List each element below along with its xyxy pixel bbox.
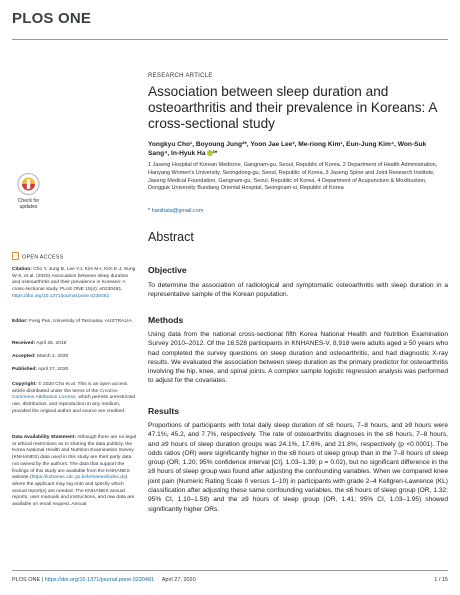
corresponding-email xyxy=(148,208,203,214)
license-link[interactable]: Creative Commons Attribution License xyxy=(12,388,118,401)
article-title: Association between sleep duration and osteoarthritis and their prevalence in Koreans: A cross-sectional study xyxy=(148,84,437,131)
email-link[interactable]: hanihata@gmail.com xyxy=(151,208,204,214)
citation-block xyxy=(12,267,137,301)
affiliations: 1 Jaseng Hospital of Korean Medicine, Gangnam-gu, Seoul, Republic of Korea, 2 Department of Health Administration, Hanyang Women's University, Seongdong-gu, Seoul, Republic of Korea, 3 Jaseng Spine and Joint Research Institute, Jaseng Medical Foundation, Gangnam-gu, Seoul, Republic of Korea, 4 Department of Acupuncture & Moxibustion, Dongguk University Bundang Oriental Hospital, Seongnam-si, Republic of Korea xyxy=(148,162,438,192)
open-lock-icon xyxy=(12,252,19,260)
article-type: RESEARCH ARTICLE xyxy=(148,73,213,79)
data-availability-label: Data Availability Statement: xyxy=(12,435,77,440)
footer-divider xyxy=(12,570,448,571)
logo-one: ONE xyxy=(58,10,92,27)
received-label: Received: xyxy=(12,341,36,346)
footer-journal: PLOS ONE | xyxy=(12,577,45,583)
logo-plos: PLOS xyxy=(12,10,54,27)
published-text: April 27, 2020 xyxy=(37,367,69,372)
editor-label: Editor: xyxy=(12,319,28,324)
received-text: April 28, 2019 xyxy=(35,341,67,346)
abstract-heading: Abstract xyxy=(148,230,194,244)
check-for-updates-icon xyxy=(13,172,44,217)
authors-text: Yongkyu Cho¹, Boyoung Jung²*, Yoon Jae Lee³, Me-riong Kim¹, Eun-Jung Kim⁴, Won-Suk Sang⁴, In-Hyuk Ha xyxy=(148,141,427,157)
citation-text: Cho Y, Jung B, Lee YJ, Kim M-r, Kim E-J, Sung W-S, et al. (2020) Association between sleep duration and osteoarthritis and their prevalence in Koreans: A cross-sectional study. PLoS ONE 15(4): e0230481. xyxy=(12,267,136,293)
check-for-updates-badge[interactable] xyxy=(13,172,44,217)
badge-line1: Check for xyxy=(17,198,40,204)
email-prefix: * xyxy=(148,208,152,214)
results-heading: Results xyxy=(148,406,180,416)
editor-block xyxy=(12,319,137,326)
editor-text: Feng Pan, University of Tasmania, AUSTRALIA xyxy=(27,319,132,324)
objective-heading: Objective xyxy=(148,265,187,275)
journal-logo xyxy=(12,10,91,27)
accepted-label: Accepted: xyxy=(12,354,36,359)
author-list xyxy=(148,140,448,158)
footer-doi-link[interactable]: https://doi.org/10.1371/journal.pone.0230481 xyxy=(44,577,155,583)
header-divider xyxy=(12,39,448,40)
page-footer xyxy=(12,577,196,583)
footer-date: April 27, 2020 xyxy=(161,577,196,583)
copyright-label: Copyright: xyxy=(12,382,37,387)
copyright-text: © 2020 Cho et al. This is an open access article distributed under the terms of the xyxy=(12,382,128,394)
data-availability-text: Although there are no legal or ethical restrictions as to sharing the data publicly, the Korea National Health and Nutrition Examination Survey (KNHANES) data used in this study are third party data not owned by the authors. The data that support the findings of this study are available from the KNHANES website ( xyxy=(12,435,136,481)
page-number: 1 / 15 xyxy=(434,577,448,583)
methods-text: Using data from the national cross-sectional fifth Korea National Health and Nutrition Examination Survey 2010–2012. Of the 16,528 participants in KNHANES-V, 8,918 were adults aged ≥ 50 years who had completed the survey questions on sleep duration and osteoarthritis, and had diagnostic X-ray results. We evaluated the association between sleep duration as the primary predictor for osteoarthritis involving the hip, knee, and spinal joints. A complex sample logistic regression analysis was performed to adjust for the covariates. xyxy=(148,331,448,385)
badge-line2: updates xyxy=(19,204,38,210)
citation-doi-link[interactable]: https://doi.org/10.1371/journal.pone.0230481 xyxy=(12,293,110,299)
methods-heading: Methods xyxy=(148,315,184,325)
open-access-label xyxy=(12,253,64,261)
received-block xyxy=(12,341,137,348)
copyright-text-end: , which permits unrestricted use, distribution, and reproduction in any medium, provided the original author and source are credited. xyxy=(12,395,136,414)
citation-label: Citation: xyxy=(12,267,32,272)
results-text: Proportions of participants with total daily sleep duration of ≤6 hours, 7–8 hours, and ≥9 hours were 47.1%, 45.2, and 7.7%, respectively. The rate of osteoarthritis diagnoses in the ≤6 hours, 7–8 hours, and ≥9 hours of sleep duration groups was 24.1%, 17.6%, and 21.8%, respectively (p <0.0001). The odds ratios (OR) were significantly higher in the ≤6 hours of sleep group than in the 7–8 hours of sleep group (OR, 1.20; 95% confidence interval [CI], 1.03–1.39; p = 0.02), but no significant difference in the ≥9 hours of sleep group was found after adjusting the confounding variables. When we compared knee joint pain (Numeric Rating Scale 0 versus 1–10) in participants with grade 2–4 Kellgren-Lawrence (KL) classification after adjusting these same confounding variables, the ≤6 hours of sleep group (OR, 1.32; 95% CI, 1.10–1.58) and the ≥9 hours of sleep group (OR, 1.41; 95% CI, 1.03–1.95) showed significantly higher ORs. xyxy=(148,422,448,513)
published-label: Published: xyxy=(12,367,37,372)
objective-text: To determine the association of radiological and symptomatic osteoarthritis with sleep duration in a representative sample of the Korean population. xyxy=(148,282,448,299)
accepted-block xyxy=(12,354,137,361)
knhanes-link[interactable]: https://knhanes.cdc.go.kr/knhanes/index.do xyxy=(31,475,126,481)
data-availability-text-end: ) where the applicant may log onto and specify which annual report(s) are needed. The KNHANES annual reports, user manuals and instructions, and raw data are available on email request. Annual xyxy=(12,475,135,508)
authors-suffix: ³* xyxy=(212,150,218,157)
published-block xyxy=(12,367,137,374)
open-access-text: OPEN ACCESS xyxy=(22,254,64,261)
data-availability-block xyxy=(12,435,137,509)
copyright-block xyxy=(12,382,137,416)
accepted-text: March 2, 2020 xyxy=(35,354,69,359)
